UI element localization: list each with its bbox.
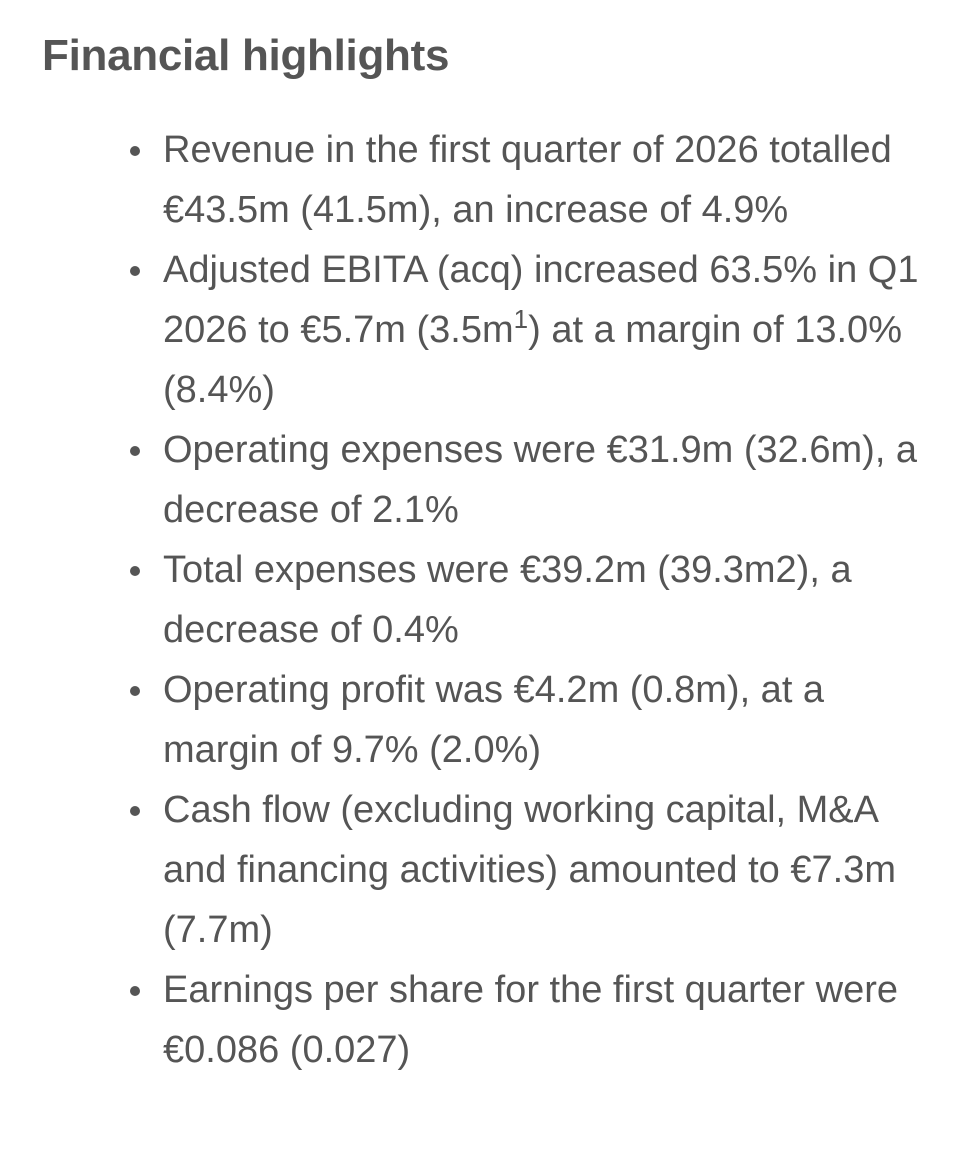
list-item-cash-flow — [42, 780, 936, 960]
footnote-marker: 1 — [513, 304, 529, 334]
list-item-text: Earnings per share for the first quarter were €0.086 (0.027) — [163, 969, 899, 1071]
list-item-text: Operating profit was €4.2m (0.8m), at a margin of 9.7% (2.0%) — [163, 669, 825, 771]
list-item-total-expenses — [42, 540, 936, 660]
section-heading: Financial highlights — [42, 31, 450, 80]
bullet-dot-icon — [130, 146, 140, 156]
list-item-operating-profit — [42, 660, 936, 780]
list-item-operating-expenses — [42, 420, 936, 540]
bullet-dot-icon — [130, 686, 140, 696]
bullet-dot-icon — [130, 806, 140, 816]
list-item-text: Operating expenses were €31.9m (32.6m), a decrease of 2.1% — [163, 429, 918, 531]
list-item-text-part: ) at a margin of 13.0% (8.4%) — [163, 309, 902, 411]
bullet-dot-icon — [130, 986, 140, 996]
list-item-revenue — [42, 120, 936, 240]
list-item-text: Revenue in the first quarter of 2026 totalled €43.5m (41.5m), an increase of 4.9% — [163, 129, 892, 231]
list-item-text-part: Adjusted EBITA (acq) increased 63.5% in Q1 2026 to €5.7m (3.5m — [163, 249, 919, 351]
list-item-earnings-per-share — [42, 960, 936, 1080]
bullet-dot-icon — [130, 566, 140, 576]
list-item-text: Total expenses were €39.2m (39.3m2), a decrease of 0.4% — [163, 549, 852, 651]
list-item-text: Cash flow (excluding working capital, M&A and financing activities) amounted to €7.3m (7.7m) — [163, 789, 896, 951]
bullet-dot-icon — [130, 266, 140, 276]
list-item-text — [163, 249, 918, 411]
highlights-list — [42, 120, 936, 1080]
bullet-dot-icon — [130, 446, 140, 456]
list-item-adjusted-ebita — [42, 240, 936, 420]
